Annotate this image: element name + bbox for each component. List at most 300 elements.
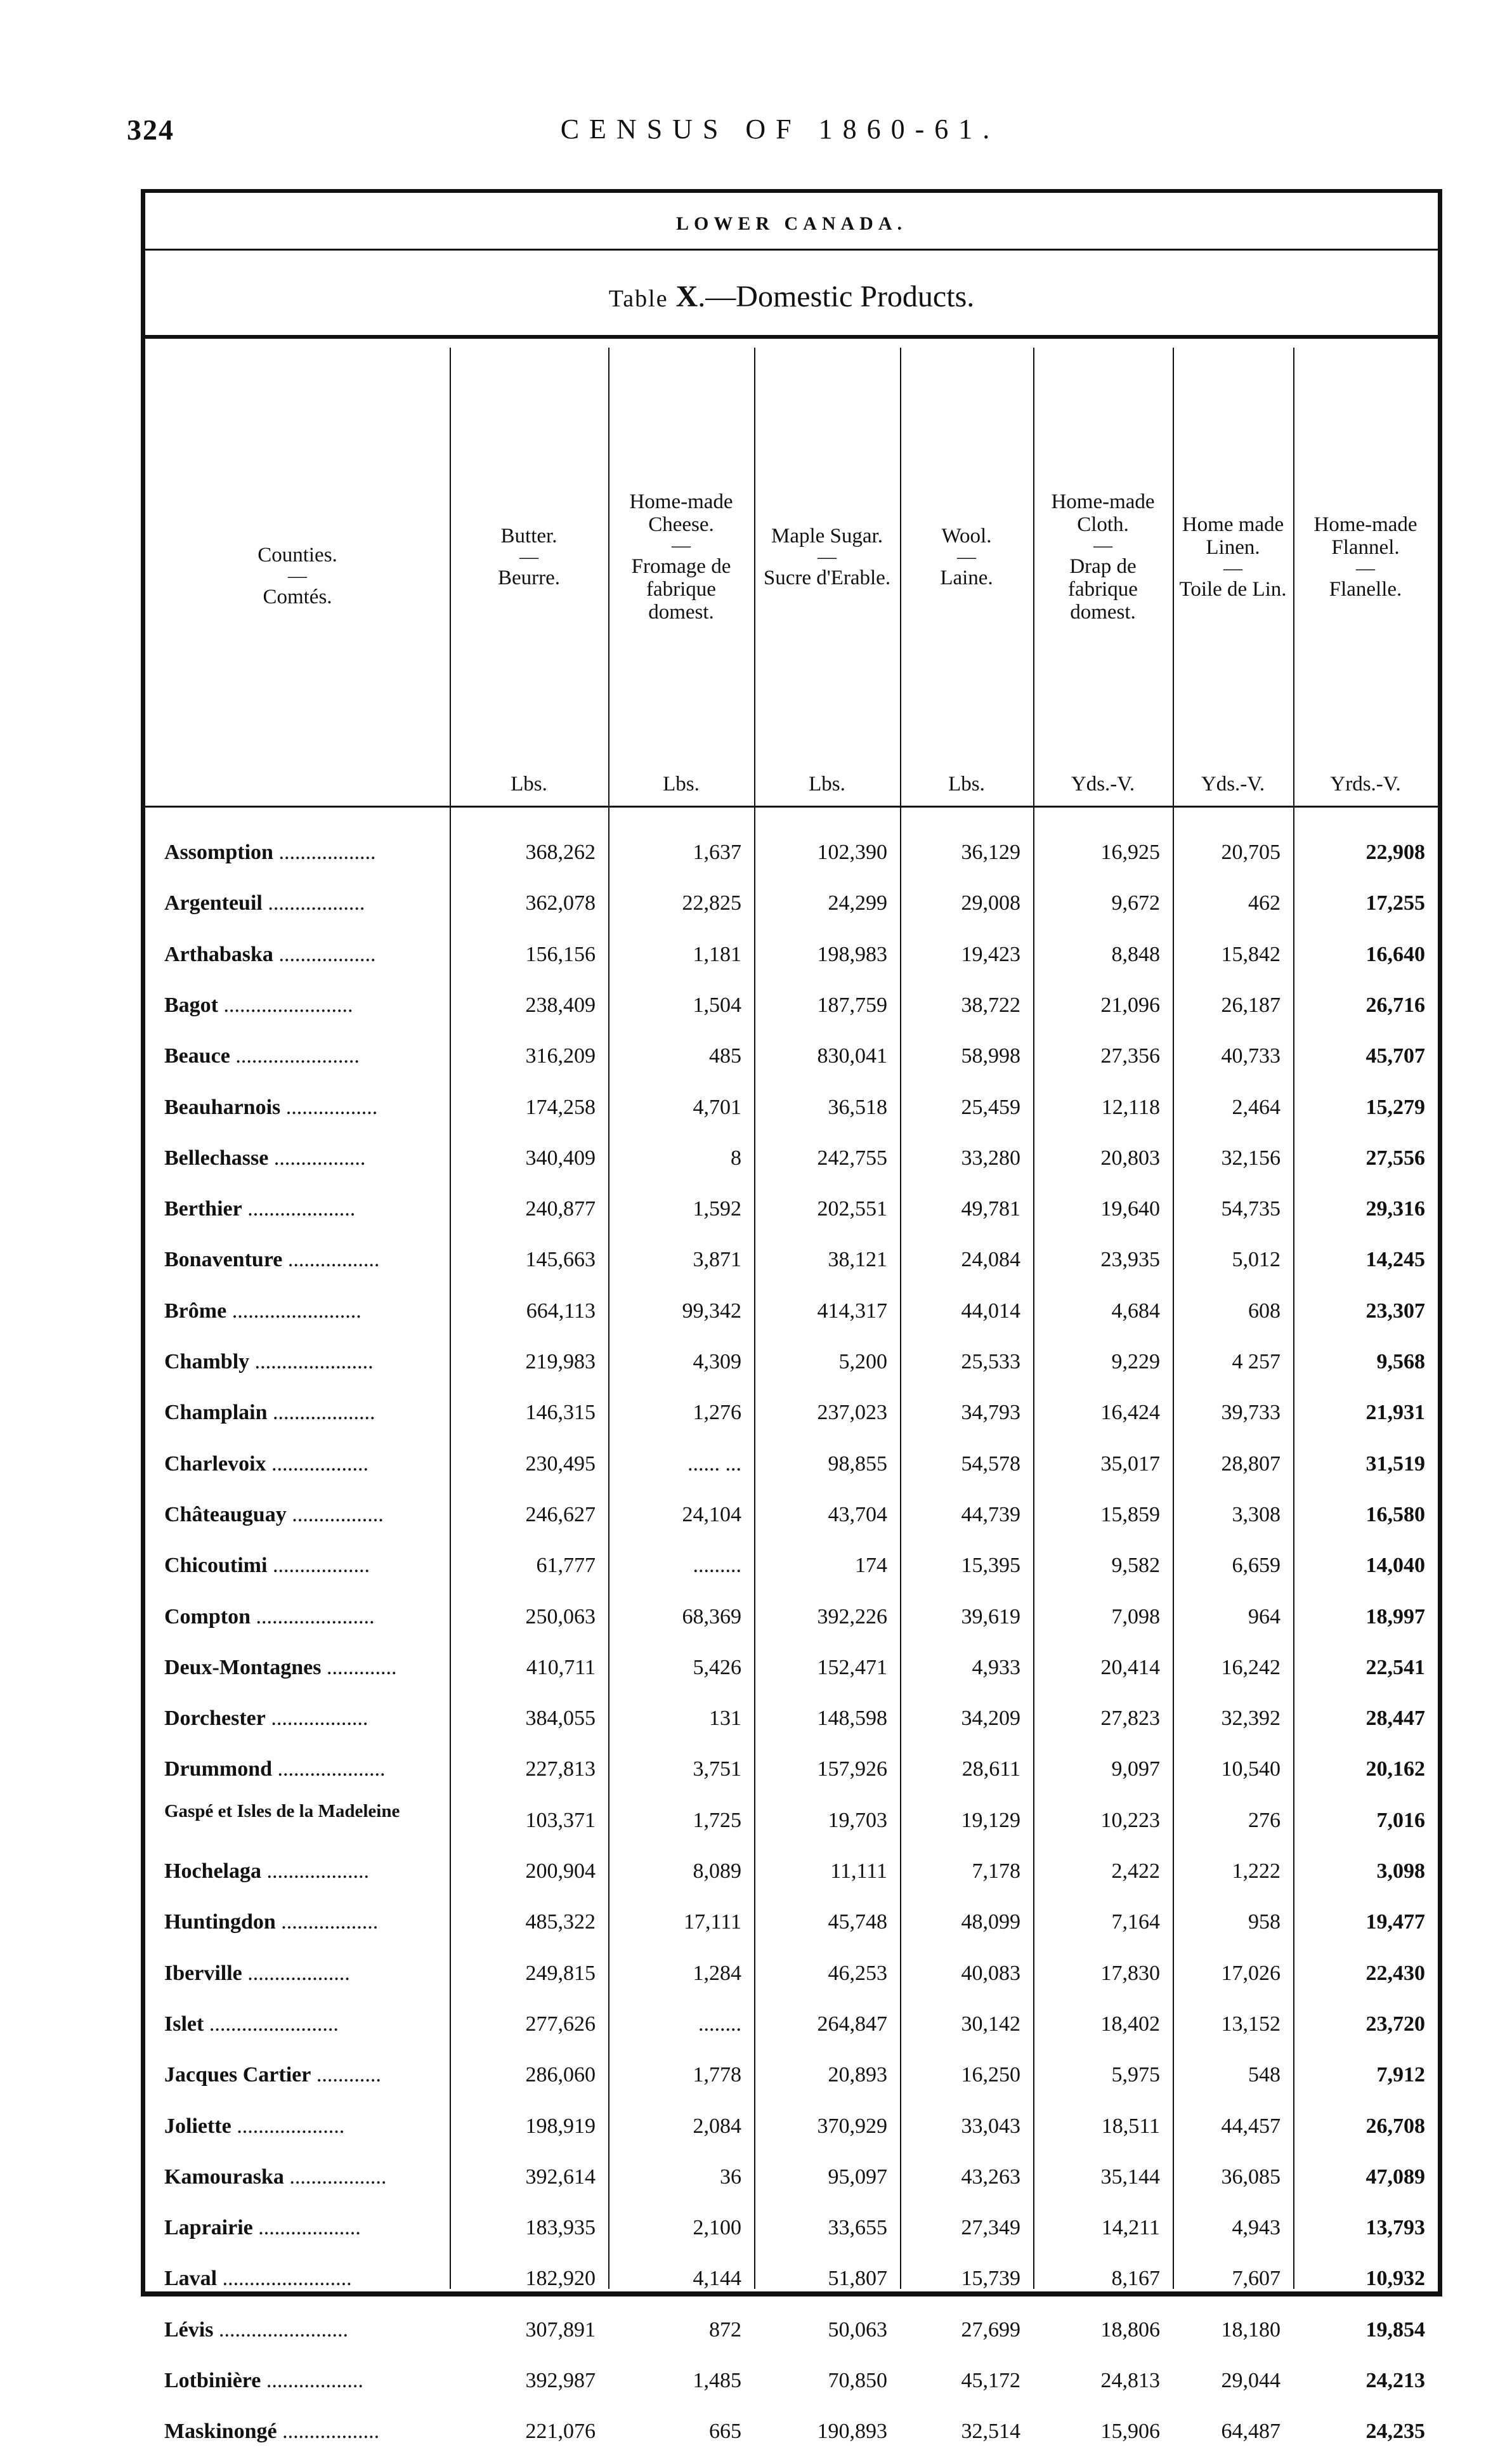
column-header-en: Home-made Cloth. bbox=[1051, 490, 1155, 536]
cell-butter: 485,322 bbox=[525, 1910, 596, 1934]
cell-cloth: 20,803 bbox=[1100, 1146, 1160, 1170]
cell-cheese: 1,504 bbox=[693, 993, 741, 1017]
leader-dots: ........................ bbox=[204, 2012, 339, 2036]
table-row bbox=[145, 1235, 1438, 1285]
leader-dots: ................... bbox=[267, 1401, 375, 1425]
column-header-fr: Laine. bbox=[940, 567, 993, 589]
leader-dots: ....................... bbox=[230, 1044, 360, 1068]
column-rule bbox=[608, 348, 609, 2289]
table-row bbox=[145, 2355, 1438, 2406]
cell-cheese: 4,144 bbox=[693, 2267, 741, 2291]
cell-wool: 4,933 bbox=[972, 1655, 1020, 1679]
cell-butter: 286,060 bbox=[525, 2063, 596, 2087]
leader-dots: .................. bbox=[265, 1707, 368, 1731]
cell-cloth: 9,229 bbox=[1111, 1350, 1160, 1373]
cell-cloth: 9,672 bbox=[1111, 891, 1160, 915]
cell-sugar: 20,893 bbox=[828, 2063, 887, 2087]
county-label: Kamouraska bbox=[164, 2165, 284, 2189]
section-title: LOWER CANADA. bbox=[675, 213, 907, 234]
cell-wool: 16,250 bbox=[961, 2063, 1020, 2087]
county-name bbox=[164, 2305, 437, 2355]
county-name bbox=[164, 2101, 437, 2152]
leader-dots: ................. bbox=[282, 1248, 380, 1272]
table-title bbox=[145, 279, 1438, 314]
cell-flannel: 16,640 bbox=[1365, 942, 1425, 966]
table-row bbox=[145, 2305, 1438, 2355]
cell-cloth: 18,402 bbox=[1100, 2012, 1160, 2036]
cell-flannel: 13,793 bbox=[1365, 2216, 1425, 2240]
county-label: Argenteuil bbox=[164, 891, 263, 915]
cell-cloth: 7,098 bbox=[1111, 1604, 1160, 1628]
cell-butter: 227,813 bbox=[525, 1757, 596, 1781]
cell-cheese: 1,485 bbox=[693, 2369, 741, 2392]
leader-dots: .................... bbox=[272, 1757, 386, 1781]
county-label: Dorchester bbox=[164, 1707, 266, 1731]
cell-sugar: 370,929 bbox=[817, 2114, 887, 2138]
cell-flannel: 31,519 bbox=[1365, 1451, 1425, 1476]
cell-cheese: 1,284 bbox=[693, 1961, 741, 1985]
cell-wool: 24,084 bbox=[961, 1248, 1020, 1272]
cell-sugar: 830,041 bbox=[817, 1044, 887, 1068]
header-rule bbox=[145, 806, 1438, 808]
cell-cheese: 36 bbox=[720, 2165, 741, 2189]
cell-sugar: 152,471 bbox=[817, 1655, 887, 1679]
cell-cloth: 19,640 bbox=[1100, 1197, 1160, 1221]
cell-wool: 39,619 bbox=[961, 1604, 1020, 1628]
column-header-flannel bbox=[1298, 348, 1433, 804]
cell-flannel: 10,932 bbox=[1365, 2267, 1425, 2291]
leader-dots: ............ bbox=[311, 2063, 381, 2087]
column-unit: Lbs. bbox=[948, 773, 985, 796]
cell-sugar: 187,759 bbox=[817, 993, 887, 1017]
cell-sugar: 95,097 bbox=[828, 2165, 887, 2189]
county-name bbox=[164, 1439, 437, 1490]
cell-butter: 307,891 bbox=[525, 2317, 596, 2342]
cell-cloth: 2,422 bbox=[1111, 1859, 1160, 1883]
cell-cheese: 1,637 bbox=[693, 841, 741, 864]
cell-sugar: 148,598 bbox=[817, 1707, 887, 1731]
table-row bbox=[145, 1999, 1438, 2050]
cell-wool: 25,533 bbox=[961, 1350, 1020, 1373]
column-rule bbox=[1173, 348, 1174, 2289]
cell-butter: 238,409 bbox=[525, 993, 596, 1017]
cell-flannel: 26,708 bbox=[1365, 2114, 1425, 2138]
page-number: 324 bbox=[127, 114, 174, 146]
column-unit: Yds.-V. bbox=[1071, 773, 1135, 796]
cell-wool: 29,008 bbox=[961, 891, 1020, 915]
leader-dots: .................. bbox=[273, 841, 376, 864]
column-unit: Lbs. bbox=[511, 773, 547, 796]
cell-linen: 7,607 bbox=[1232, 2267, 1281, 2291]
cell-butter: 246,627 bbox=[525, 1502, 596, 1526]
cell-flannel: 22,908 bbox=[1365, 841, 1425, 864]
cell-flannel: 22,430 bbox=[1365, 1961, 1425, 1985]
header-dash: — bbox=[818, 546, 837, 567]
cell-wool: 28,611 bbox=[961, 1757, 1020, 1781]
cell-flannel: 22,541 bbox=[1365, 1655, 1425, 1679]
cell-sugar: 98,855 bbox=[828, 1451, 887, 1476]
cell-butter: 316,209 bbox=[525, 1044, 596, 1068]
column-header-fr: Drap de fabrique domest. bbox=[1068, 555, 1138, 624]
cell-flannel: 14,040 bbox=[1365, 1554, 1425, 1578]
cell-sugar: 24,299 bbox=[828, 891, 887, 915]
cell-linen: 6,659 bbox=[1232, 1554, 1281, 1578]
cell-wool: 58,998 bbox=[961, 1044, 1020, 1068]
cell-flannel: 15,279 bbox=[1365, 1095, 1425, 1119]
cell-linen: 15,842 bbox=[1221, 942, 1281, 966]
cell-wool: 33,043 bbox=[961, 2114, 1020, 2138]
county-label: Maskinongé bbox=[164, 2420, 277, 2444]
county-label: Laprairie bbox=[164, 2216, 253, 2240]
leader-dots: ............. bbox=[321, 1655, 397, 1679]
cell-cheese: ...... ... bbox=[688, 1451, 741, 1476]
cell-cheese: 665 bbox=[709, 2420, 741, 2444]
county-label: Gaspé et Isles de la Madeleine bbox=[164, 1800, 400, 1821]
column-header-en: Butter. bbox=[500, 525, 557, 547]
column-header-butter bbox=[455, 348, 603, 804]
cell-cloth: 15,859 bbox=[1100, 1502, 1160, 1526]
table-row bbox=[145, 2101, 1438, 2152]
cell-wool: 45,172 bbox=[961, 2369, 1020, 2392]
header-dash: — bbox=[672, 535, 691, 556]
cell-cloth: 27,823 bbox=[1100, 1707, 1160, 1731]
cell-cheese: 1,592 bbox=[693, 1197, 741, 1221]
column-header-wool bbox=[905, 348, 1028, 804]
table-row bbox=[145, 1592, 1438, 1642]
cell-flannel: 19,477 bbox=[1365, 1910, 1425, 1934]
cell-flannel: 27,556 bbox=[1365, 1146, 1425, 1170]
cell-wool: 49,781 bbox=[961, 1197, 1020, 1221]
cell-cheese: 2,100 bbox=[693, 2216, 741, 2240]
section-rule bbox=[145, 249, 1438, 251]
cell-sugar: 50,063 bbox=[828, 2317, 887, 2342]
cell-cloth: 21,096 bbox=[1100, 993, 1160, 1017]
county-label: Beauce bbox=[164, 1044, 230, 1068]
table-row bbox=[145, 1642, 1438, 1693]
cell-cloth: 9,097 bbox=[1111, 1757, 1160, 1781]
county-name bbox=[164, 2355, 437, 2406]
cell-cheese: 131 bbox=[709, 1707, 741, 1731]
cell-cheese: ......... bbox=[693, 1554, 741, 1578]
leader-dots: ........................ bbox=[218, 993, 353, 1017]
county-label: Assomption bbox=[164, 841, 273, 864]
cell-cloth: 4,684 bbox=[1111, 1299, 1160, 1323]
table-row bbox=[145, 1948, 1438, 1999]
cell-butter: 362,078 bbox=[525, 891, 596, 915]
leader-dots: .................... bbox=[242, 1197, 356, 1221]
cell-butter: 384,055 bbox=[525, 1707, 596, 1731]
cell-wool: 19,129 bbox=[961, 1808, 1020, 1832]
cell-butter: 664,113 bbox=[526, 1299, 596, 1323]
cell-flannel: 19,854 bbox=[1365, 2317, 1425, 2342]
column-unit: Lbs. bbox=[663, 773, 700, 796]
county-name bbox=[164, 2050, 437, 2100]
cell-linen: 36,085 bbox=[1221, 2165, 1281, 2189]
cell-butter: 250,063 bbox=[525, 1604, 596, 1628]
cell-sugar: 36,518 bbox=[828, 1095, 887, 1119]
table-row bbox=[145, 2406, 1438, 2457]
cell-cloth: 15,906 bbox=[1100, 2420, 1160, 2444]
cell-sugar: 242,755 bbox=[817, 1146, 887, 1170]
cell-butter: 146,315 bbox=[525, 1401, 596, 1425]
table-row bbox=[145, 980, 1438, 1031]
cell-linen: 18,180 bbox=[1221, 2317, 1281, 2342]
cell-butter: 368,262 bbox=[525, 841, 596, 864]
cell-flannel: 24,213 bbox=[1365, 2369, 1425, 2392]
cell-flannel: 14,245 bbox=[1365, 1248, 1425, 1272]
cell-butter: 198,919 bbox=[525, 2114, 596, 2138]
county-name bbox=[164, 827, 437, 878]
table-row bbox=[145, 1337, 1438, 1387]
cell-linen: 276 bbox=[1248, 1808, 1281, 1832]
county-name bbox=[164, 2152, 437, 2203]
cell-butter: 156,156 bbox=[525, 942, 596, 966]
cell-wool: 44,739 bbox=[961, 1502, 1020, 1526]
leader-dots: .................. bbox=[273, 942, 376, 966]
county-label: Bagot bbox=[164, 993, 218, 1017]
column-rule bbox=[1033, 348, 1034, 2289]
cell-wool: 27,699 bbox=[961, 2317, 1020, 2342]
cell-sugar: 5,200 bbox=[838, 1350, 887, 1373]
column-header-en: Maple Sugar. bbox=[771, 525, 883, 547]
cell-linen: 64,487 bbox=[1221, 2420, 1281, 2444]
cell-sugar: 198,983 bbox=[817, 942, 887, 966]
cell-cloth: 18,806 bbox=[1100, 2317, 1160, 2342]
cell-linen: 32,156 bbox=[1221, 1146, 1281, 1170]
county-label: Berthier bbox=[164, 1197, 242, 1221]
county-label: Compton bbox=[164, 1604, 251, 1628]
county-name bbox=[164, 878, 437, 929]
column-unit: Lbs. bbox=[809, 773, 845, 796]
table-row bbox=[145, 1031, 1438, 1082]
cell-cloth: 8,167 bbox=[1111, 2267, 1160, 2291]
column-header-en: Home-made Flannel. bbox=[1313, 513, 1418, 559]
cell-wool: 15,395 bbox=[961, 1554, 1020, 1578]
column-header-fr: Comtés. bbox=[263, 586, 332, 608]
column-header-fr: Beurre. bbox=[497, 567, 561, 589]
cell-linen: 548 bbox=[1248, 2063, 1281, 2087]
county-label: Drummond bbox=[164, 1757, 273, 1781]
county-name bbox=[164, 1387, 437, 1438]
table-row bbox=[145, 1744, 1438, 1795]
county-name bbox=[164, 1642, 437, 1693]
county-name bbox=[164, 1897, 437, 1948]
county-label: Brôme bbox=[164, 1299, 227, 1323]
column-unit: Yrds.-V. bbox=[1330, 773, 1401, 796]
column-header-en: Home-made Cheese. bbox=[629, 490, 733, 536]
leader-dots: ...................... bbox=[249, 1350, 374, 1373]
county-name bbox=[164, 1592, 437, 1642]
cell-cloth: 17,830 bbox=[1100, 1961, 1160, 1985]
cell-linen: 20,705 bbox=[1221, 841, 1281, 864]
column-header-fr: Sucre d'Erable. bbox=[763, 567, 891, 589]
table-title-suffix: .—Domestic Products. bbox=[698, 280, 975, 313]
cell-flannel: 3,098 bbox=[1376, 1859, 1425, 1883]
cell-cloth: 20,414 bbox=[1100, 1655, 1160, 1679]
table-title-prefix: Table bbox=[608, 285, 668, 312]
column-rule bbox=[754, 348, 755, 2289]
cell-cloth: 24,813 bbox=[1100, 2369, 1160, 2392]
cell-cheese: 3,751 bbox=[693, 1757, 741, 1781]
cell-linen: 958 bbox=[1248, 1910, 1281, 1934]
cell-butter: 182,920 bbox=[525, 2267, 596, 2291]
county-label: Beauharnois bbox=[164, 1095, 281, 1119]
cell-cheese: 1,181 bbox=[693, 942, 741, 966]
county-label: Bellechasse bbox=[164, 1146, 269, 1170]
cell-cloth: 9,582 bbox=[1111, 1554, 1160, 1578]
table-row bbox=[145, 2050, 1438, 2100]
cell-wool: 19,423 bbox=[961, 942, 1020, 966]
cell-flannel: 18,997 bbox=[1365, 1604, 1425, 1628]
county-name bbox=[164, 980, 437, 1031]
county-name bbox=[164, 1693, 437, 1744]
cell-sugar: 202,551 bbox=[817, 1197, 887, 1221]
county-name bbox=[164, 1184, 437, 1235]
cell-sugar: 157,926 bbox=[817, 1757, 887, 1781]
county-label: Laval bbox=[164, 2267, 218, 2291]
cell-linen: 39,733 bbox=[1221, 1401, 1281, 1425]
cell-cloth: 14,211 bbox=[1101, 2216, 1160, 2240]
cell-linen: 13,152 bbox=[1221, 2012, 1281, 2036]
cell-sugar: 70,850 bbox=[828, 2369, 887, 2392]
cell-flannel: 23,720 bbox=[1365, 2012, 1425, 2036]
leader-dots: .................. bbox=[277, 2420, 380, 2444]
cell-flannel: 17,255 bbox=[1365, 891, 1425, 915]
cell-flannel: 7,912 bbox=[1376, 2063, 1425, 2087]
county-name bbox=[164, 1337, 437, 1387]
cell-flannel: 21,931 bbox=[1365, 1401, 1425, 1425]
county-name bbox=[164, 929, 437, 980]
column-header-fr: Flanelle. bbox=[1329, 578, 1402, 601]
cell-wool: 33,280 bbox=[961, 1146, 1020, 1170]
table-row bbox=[145, 2152, 1438, 2203]
cell-linen: 3,308 bbox=[1232, 1502, 1281, 1526]
cell-wool: 27,349 bbox=[961, 2216, 1020, 2240]
cell-cheese: 8,089 bbox=[693, 1859, 741, 1883]
cell-flannel: 26,716 bbox=[1365, 993, 1425, 1017]
column-header-cheese bbox=[613, 348, 749, 804]
table-row bbox=[145, 1846, 1438, 1897]
county-label: Deux-Montagnes bbox=[164, 1655, 322, 1679]
column-rule bbox=[450, 348, 451, 2289]
cell-linen: 1,222 bbox=[1232, 1859, 1281, 1883]
column-rule bbox=[900, 348, 901, 2289]
table-row bbox=[145, 1184, 1438, 1235]
cell-sugar: 45,748 bbox=[828, 1910, 887, 1934]
cell-linen: 462 bbox=[1248, 891, 1281, 915]
leader-dots: ........................ bbox=[226, 1299, 362, 1323]
county-label: Joliette bbox=[164, 2114, 231, 2138]
county-name bbox=[164, 1846, 437, 1897]
cell-wool: 15,739 bbox=[961, 2267, 1020, 2291]
county-name bbox=[164, 1744, 437, 1795]
table-row bbox=[145, 1490, 1438, 1540]
cell-linen: 17,026 bbox=[1221, 1961, 1281, 1985]
cell-butter: 61,777 bbox=[536, 1554, 596, 1578]
leader-dots: ...................... bbox=[251, 1604, 375, 1628]
cell-linen: 2,464 bbox=[1232, 1095, 1281, 1119]
cell-sugar: 46,253 bbox=[828, 1961, 887, 1985]
cell-wool: 54,578 bbox=[961, 1451, 1020, 1476]
cell-wool: 34,209 bbox=[961, 1707, 1020, 1731]
table-frame bbox=[141, 189, 1442, 2444]
cell-butter: 183,935 bbox=[525, 2216, 596, 2240]
county-name bbox=[164, 1999, 437, 2050]
county-label: Jacques Cartier bbox=[164, 2063, 311, 2087]
cell-wool: 30,142 bbox=[961, 2012, 1020, 2036]
county-label: Lotbinière bbox=[164, 2369, 261, 2392]
leader-dots: .................. bbox=[262, 891, 365, 915]
county-name bbox=[164, 1286, 437, 1337]
cell-cloth: 16,424 bbox=[1100, 1401, 1160, 1425]
cell-sugar: 33,655 bbox=[828, 2216, 887, 2240]
cell-cheese: 99,342 bbox=[682, 1299, 741, 1323]
cell-butter: 221,076 bbox=[525, 2420, 596, 2444]
county-name bbox=[164, 1795, 437, 1846]
cell-linen: 4,943 bbox=[1232, 2216, 1281, 2240]
cell-cheese: 872 bbox=[709, 2317, 741, 2342]
table-row bbox=[145, 2253, 1438, 2304]
cell-flannel: 24,235 bbox=[1365, 2420, 1425, 2444]
page-header bbox=[127, 113, 1433, 157]
leader-dots: ................... bbox=[261, 1859, 369, 1883]
cell-linen: 28,807 bbox=[1221, 1451, 1281, 1476]
cell-butter: 200,904 bbox=[525, 1859, 596, 1883]
leader-dots: ................. bbox=[268, 1146, 366, 1170]
cell-butter: 340,409 bbox=[525, 1146, 596, 1170]
leader-dots: .................. bbox=[261, 2369, 363, 2392]
cell-butter: 103,371 bbox=[525, 1808, 596, 1832]
cell-wool: 43,263 bbox=[961, 2165, 1020, 2189]
cell-cheese: 1,778 bbox=[693, 2063, 741, 2087]
county-name bbox=[164, 1948, 437, 1999]
cell-linen: 44,457 bbox=[1221, 2114, 1281, 2138]
leader-dots: ........................ bbox=[213, 2317, 348, 2342]
cell-linen: 5,012 bbox=[1232, 1248, 1281, 1272]
cell-linen: 54,735 bbox=[1221, 1197, 1281, 1221]
table-row bbox=[145, 1133, 1438, 1184]
cell-wool: 38,722 bbox=[961, 993, 1020, 1017]
leader-dots: ................... bbox=[252, 2216, 361, 2240]
cell-sugar: 414,317 bbox=[817, 1299, 887, 1323]
county-label: Lévis bbox=[164, 2317, 214, 2342]
column-headers bbox=[145, 348, 1438, 804]
cell-sugar: 264,847 bbox=[817, 2012, 887, 2036]
cell-flannel: 29,316 bbox=[1365, 1197, 1425, 1221]
column-header-en: Wool. bbox=[941, 525, 992, 547]
cell-flannel: 28,447 bbox=[1365, 1707, 1425, 1731]
county-label: Islet bbox=[164, 2012, 204, 2036]
leader-dots: .................. bbox=[284, 2165, 387, 2189]
cell-butter: 230,495 bbox=[525, 1451, 596, 1476]
cell-linen: 26,187 bbox=[1221, 993, 1281, 1017]
table-row bbox=[145, 1387, 1438, 1438]
header-dash: — bbox=[288, 565, 307, 586]
table-row bbox=[145, 878, 1438, 929]
cell-cloth: 23,935 bbox=[1100, 1248, 1160, 1272]
cell-linen: 16,242 bbox=[1221, 1655, 1281, 1679]
column-unit: Yds.-V. bbox=[1201, 773, 1265, 796]
cell-cheese: 8 bbox=[731, 1146, 741, 1170]
cell-cloth: 16,925 bbox=[1100, 841, 1160, 864]
cell-wool: 32,514 bbox=[961, 2420, 1020, 2444]
cell-butter: 277,626 bbox=[525, 2012, 596, 2036]
column-header-fr: Fromage de fabrique domest. bbox=[631, 555, 731, 624]
cell-sugar: 51,807 bbox=[828, 2267, 887, 2291]
cell-cheese: 4,701 bbox=[693, 1095, 741, 1119]
cell-sugar: 392,226 bbox=[817, 1604, 887, 1628]
cell-linen: 29,044 bbox=[1221, 2369, 1281, 2392]
